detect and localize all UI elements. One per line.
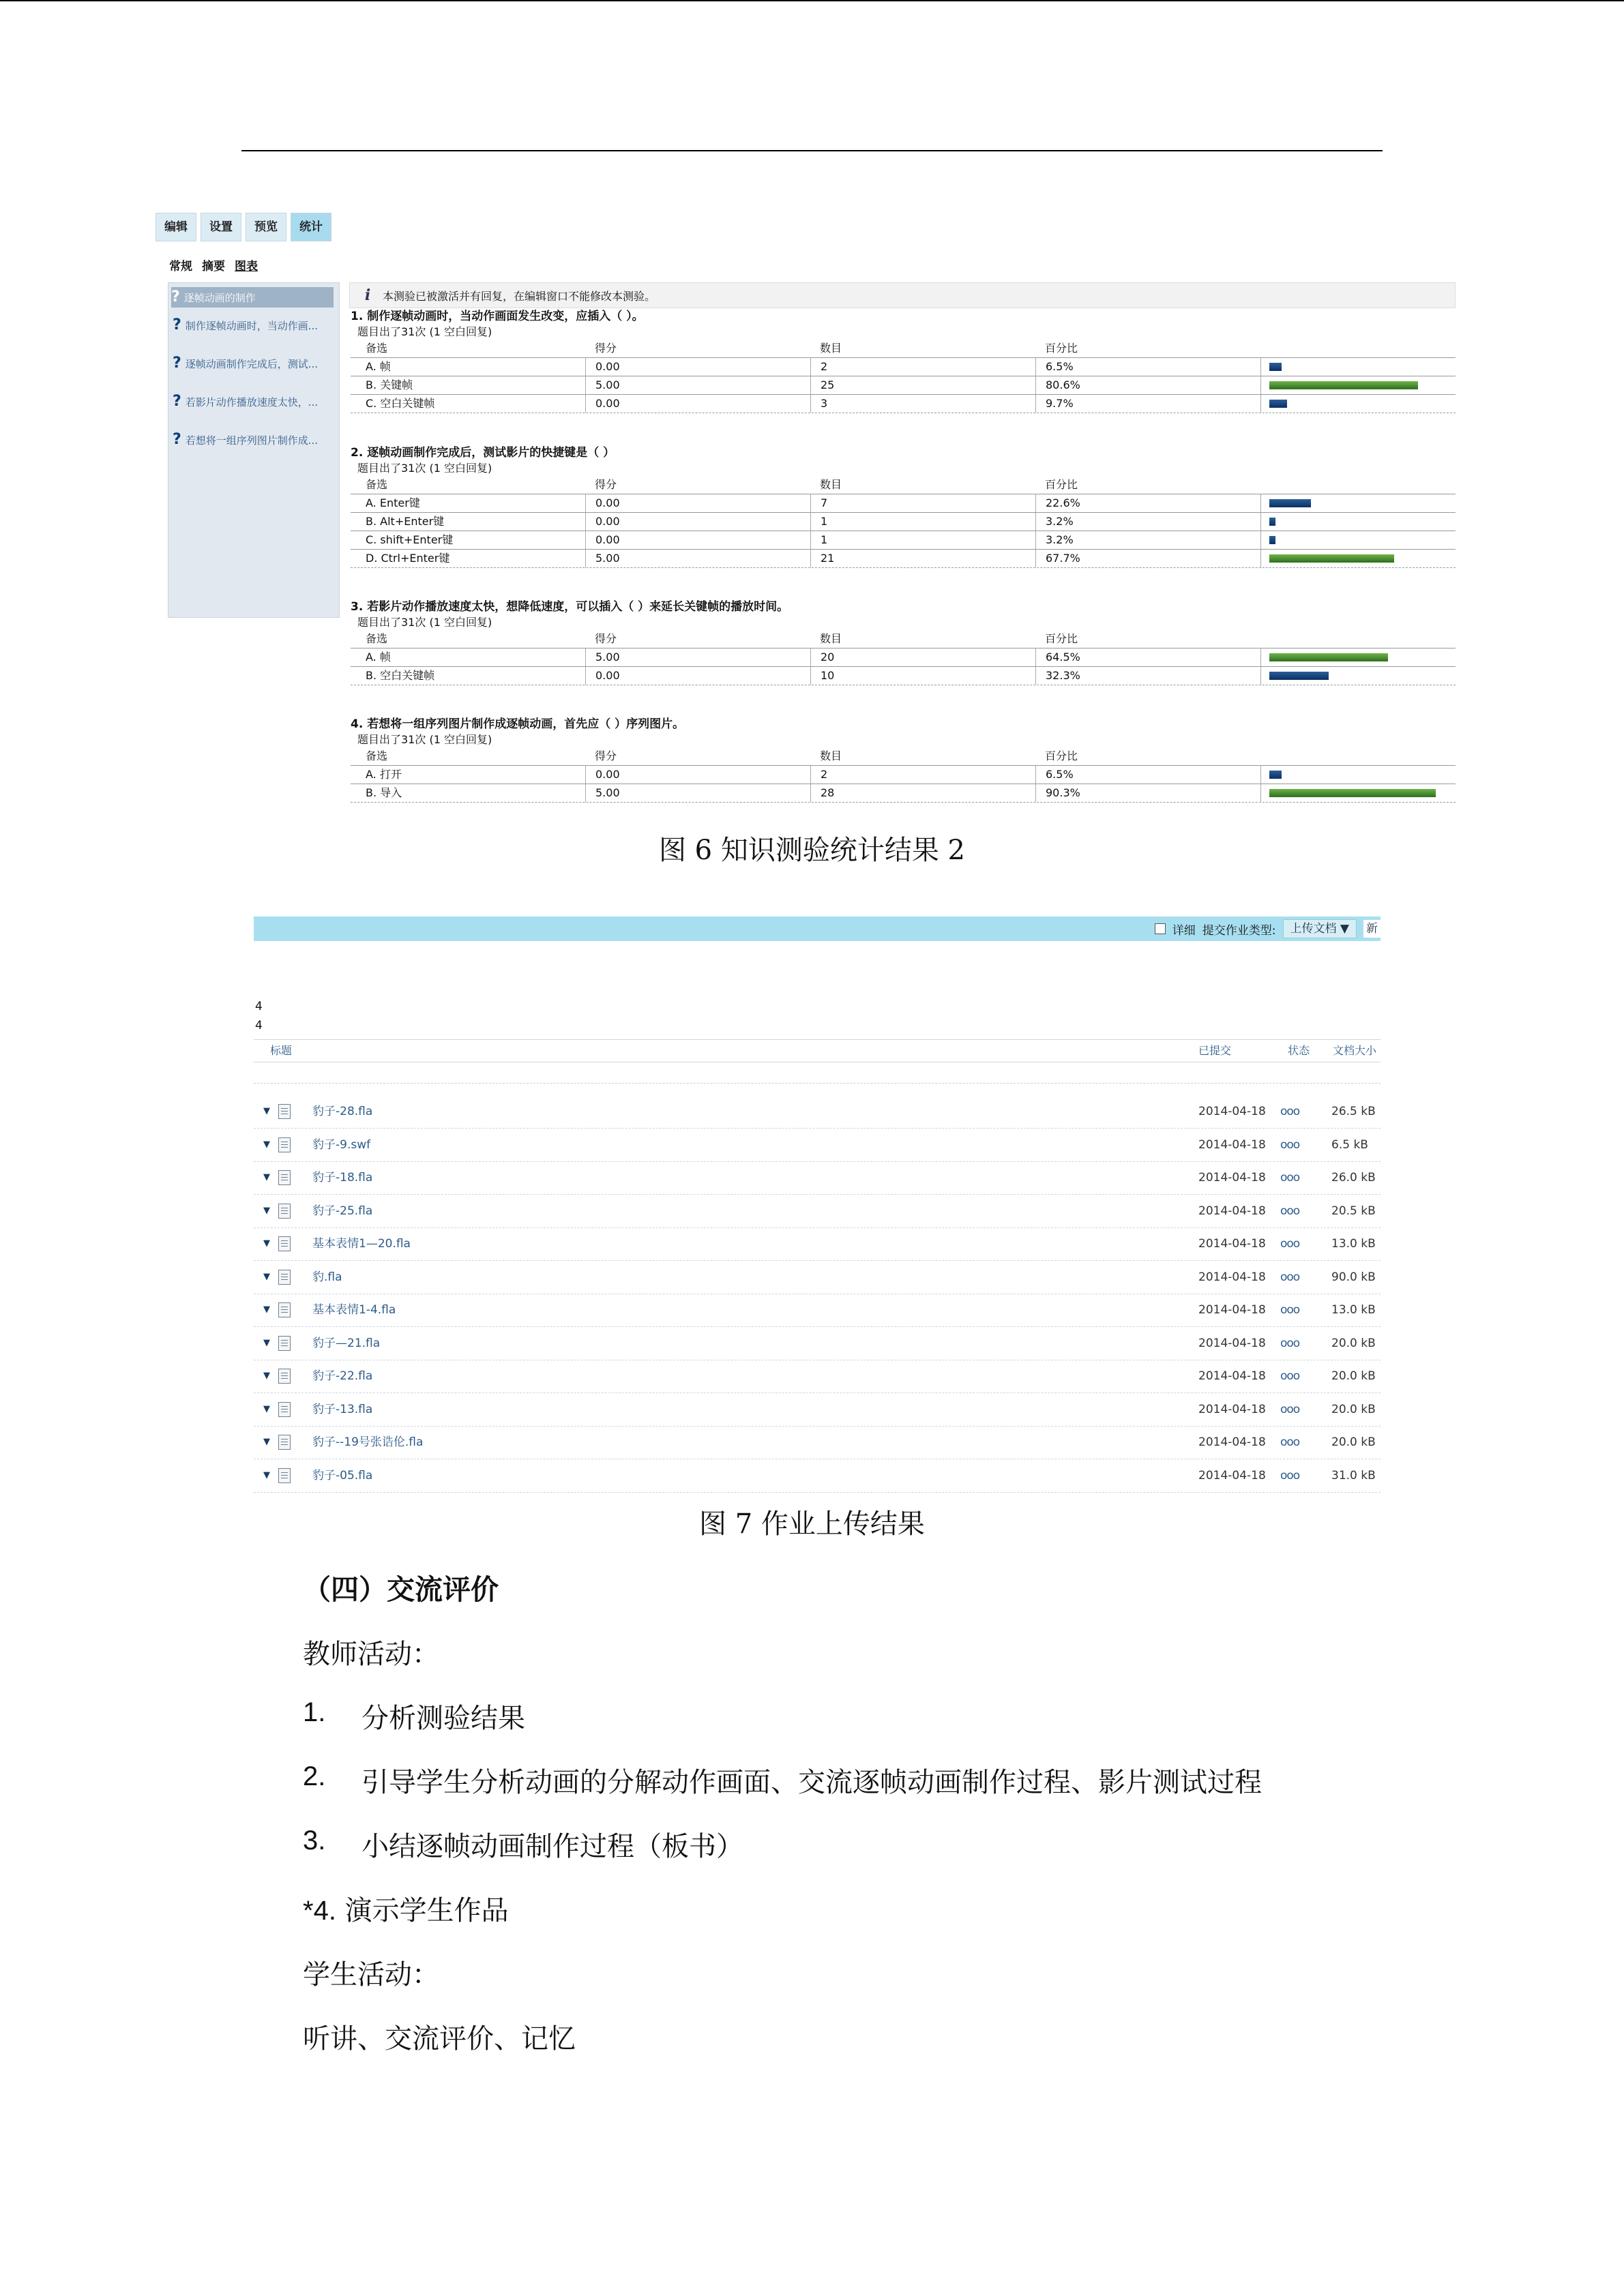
file-size: 90.0 kB bbox=[1331, 1270, 1376, 1284]
result-rows bbox=[351, 494, 1456, 568]
file-row[interactable] bbox=[254, 1327, 1381, 1360]
column-header: 备选 bbox=[366, 749, 388, 762]
option-score: 5.00 bbox=[585, 550, 810, 567]
submit-type-select[interactable]: 上传文档 ▼ bbox=[1283, 919, 1357, 938]
item-number: *4. bbox=[303, 1896, 336, 1926]
option-label: C. shift+Enter键 bbox=[366, 533, 454, 546]
stat-subtabs bbox=[169, 256, 258, 273]
percent-bar-cell bbox=[1260, 766, 1456, 784]
file-row[interactable] bbox=[254, 1393, 1381, 1427]
file-name[interactable]: 基本表情1-4.fla bbox=[312, 1303, 396, 1317]
question-title: 4. 若想将一组序列图片制作成逐帧动画，首先应（ ）序列图片。 bbox=[351, 717, 685, 731]
column-header: 备选 bbox=[366, 342, 388, 355]
result-row bbox=[351, 549, 1456, 568]
col-status[interactable]: 状态 bbox=[1288, 1044, 1310, 1057]
percent-bar bbox=[1269, 554, 1394, 563]
notice-text: 本测验已被激活并有回复，在编辑窗口不能修改本测验。 bbox=[383, 290, 656, 303]
result-header bbox=[351, 340, 1456, 357]
file-icon bbox=[278, 1137, 291, 1152]
option-percent: 67.7% bbox=[1035, 550, 1260, 567]
column-header: 备选 bbox=[366, 478, 388, 491]
expand-icon[interactable]: ▼ bbox=[263, 1371, 270, 1381]
file-size: 20.0 kB bbox=[1331, 1435, 1376, 1449]
detail-checkbox[interactable] bbox=[1155, 923, 1166, 934]
sidebar-item-1[interactable] bbox=[171, 287, 334, 308]
option-score: 5.00 bbox=[585, 376, 810, 394]
question-block bbox=[351, 308, 1456, 413]
option-percent: 22.6% bbox=[1035, 494, 1260, 512]
file-name[interactable]: 豹子-22.fla bbox=[312, 1369, 373, 1383]
file-date: 2014-04-18 bbox=[1198, 1204, 1266, 1218]
file-status: ooo bbox=[1280, 1237, 1300, 1251]
percent-bar-cell bbox=[1260, 376, 1456, 394]
file-name[interactable]: 豹子--19号张诰伦.fla bbox=[312, 1435, 424, 1449]
percent-bar-cell bbox=[1260, 513, 1456, 531]
result-rows bbox=[351, 357, 1456, 413]
question-title: 1. 制作逐帧动画时，当动作画面发生改变，应插入（ ）。 bbox=[351, 310, 644, 323]
file-icon bbox=[278, 1170, 291, 1185]
file-name[interactable]: 豹子-25.fla bbox=[312, 1204, 373, 1218]
file-name[interactable]: 豹子—21.fla bbox=[312, 1337, 381, 1350]
result-row bbox=[351, 357, 1456, 376]
file-date: 2014-04-18 bbox=[1198, 1337, 1266, 1350]
percent-bar bbox=[1269, 771, 1282, 779]
tab-settings[interactable]: 设置 bbox=[201, 213, 241, 241]
file-size: 31.0 kB bbox=[1331, 1469, 1376, 1482]
percent-bar bbox=[1269, 363, 1282, 371]
page-top-border bbox=[0, 0, 1624, 1]
teacher-item-2 bbox=[303, 1761, 1262, 1798]
question-block bbox=[351, 599, 1456, 685]
column-header: 百分比 bbox=[1045, 478, 1078, 491]
subtab-chart[interactable]: 图表 bbox=[235, 260, 258, 273]
file-size: 13.0 kB bbox=[1331, 1237, 1376, 1251]
quiz-tabs bbox=[156, 213, 331, 241]
option-label: A. 打开 bbox=[366, 768, 402, 781]
expand-icon[interactable]: ▼ bbox=[263, 1404, 270, 1414]
result-row bbox=[351, 648, 1456, 666]
file-name[interactable]: 豹子-18.fla bbox=[312, 1171, 373, 1184]
file-row[interactable] bbox=[254, 1227, 1381, 1261]
file-date: 2014-04-18 bbox=[1198, 1105, 1266, 1118]
question-title: 2. 逐帧动画制作完成后，测试影片的快捷键是（ ） bbox=[351, 446, 615, 460]
option-count: 1 bbox=[810, 513, 1035, 531]
file-row[interactable] bbox=[254, 1095, 1381, 1129]
sidebar-item-4[interactable] bbox=[173, 395, 336, 409]
file-row[interactable] bbox=[254, 1129, 1381, 1162]
file-status: ooo bbox=[1280, 1435, 1300, 1449]
option-label: B. Alt+Enter键 bbox=[366, 515, 445, 528]
col-title[interactable]: 标题 bbox=[270, 1044, 293, 1057]
file-row[interactable] bbox=[254, 1426, 1381, 1459]
question-sidebar bbox=[168, 282, 340, 618]
file-row[interactable] bbox=[254, 1459, 1381, 1493]
file-name[interactable]: 豹子-28.fla bbox=[312, 1105, 373, 1118]
question-stats: 题目出了31次 (1 空白回复) bbox=[357, 325, 492, 338]
option-count: 7 bbox=[810, 494, 1035, 512]
result-row bbox=[351, 512, 1456, 531]
column-header: 百分比 bbox=[1045, 342, 1078, 355]
option-score: 0.00 bbox=[585, 531, 810, 549]
file-row[interactable] bbox=[254, 1294, 1381, 1327]
option-label: A. Enter键 bbox=[366, 496, 420, 509]
file-name[interactable]: 豹子-13.fla bbox=[312, 1403, 373, 1416]
item-count: 4 bbox=[255, 1019, 263, 1032]
file-size: 20.0 kB bbox=[1331, 1369, 1376, 1383]
file-status: ooo bbox=[1280, 1337, 1300, 1350]
teacher-item-3 bbox=[303, 1825, 743, 1862]
option-score: 5.00 bbox=[585, 784, 810, 802]
result-row bbox=[351, 376, 1456, 394]
sidebar-item-3[interactable] bbox=[173, 357, 336, 371]
file-status: ooo bbox=[1280, 1204, 1300, 1218]
option-score: 0.00 bbox=[585, 358, 810, 376]
file-status: ooo bbox=[1280, 1138, 1300, 1152]
question-icon: ? bbox=[173, 393, 181, 410]
file-row[interactable] bbox=[254, 1161, 1381, 1195]
percent-bar bbox=[1269, 672, 1329, 680]
column-header: 得分 bbox=[595, 632, 617, 645]
expand-icon[interactable]: ▼ bbox=[263, 1139, 270, 1150]
table-divider bbox=[254, 1083, 1381, 1084]
file-icon bbox=[278, 1236, 291, 1251]
expand-icon[interactable]: ▼ bbox=[263, 1437, 270, 1447]
expand-icon[interactable]: ▼ bbox=[263, 1272, 270, 1282]
item-text: 引导学生分析动画的分解动作画面、交流逐帧动画制作过程、影片测试过程 bbox=[361, 1767, 1262, 1798]
subtab-summary[interactable]: 摘要 bbox=[202, 260, 225, 273]
option-percent: 6.5% bbox=[1035, 766, 1260, 784]
teacher-activity-label: 教师活动： bbox=[303, 1639, 439, 1670]
sidebar-item-label: 若影片动作播放速度太快，... bbox=[185, 396, 319, 408]
item-number: 3. bbox=[303, 1825, 326, 1855]
option-label: B. 导入 bbox=[366, 786, 402, 799]
figure7-caption: 图 7 作业上传结果 bbox=[699, 1508, 925, 1540]
result-row bbox=[351, 394, 1456, 413]
expand-icon[interactable]: ▼ bbox=[263, 1338, 270, 1348]
percent-bar bbox=[1269, 499, 1311, 507]
option-percent: 80.6% bbox=[1035, 376, 1260, 394]
file-status: ooo bbox=[1280, 1469, 1300, 1482]
column-header: 数目 bbox=[820, 342, 842, 355]
percent-bar bbox=[1269, 381, 1418, 389]
info-icon: i bbox=[364, 286, 371, 304]
option-label: B. 空白关键帧 bbox=[366, 669, 435, 682]
notice-bar bbox=[349, 282, 1456, 308]
file-status: ooo bbox=[1280, 1171, 1300, 1184]
option-label: A. 帧 bbox=[366, 360, 391, 373]
tab-preview[interactable]: 预览 bbox=[246, 213, 286, 241]
percent-bar-cell bbox=[1260, 550, 1456, 567]
teacher-item-1 bbox=[303, 1697, 525, 1734]
column-header: 得分 bbox=[595, 749, 617, 762]
item-text: 演示学生作品 bbox=[344, 1895, 509, 1926]
percent-bar-cell bbox=[1260, 358, 1456, 376]
file-icon bbox=[278, 1204, 291, 1219]
tab-edit[interactable]: 编辑 bbox=[156, 213, 196, 241]
file-size: 26.5 kB bbox=[1331, 1105, 1376, 1118]
item-text: 分析测验结果 bbox=[361, 1703, 525, 1734]
file-row[interactable] bbox=[254, 1261, 1381, 1294]
percent-bar-cell bbox=[1260, 395, 1456, 413]
detail-label: 详细 bbox=[1172, 923, 1196, 938]
file-status: ooo bbox=[1280, 1369, 1300, 1383]
file-size: 20.0 kB bbox=[1331, 1403, 1376, 1416]
teacher-item-4 bbox=[303, 1889, 509, 1928]
result-row bbox=[351, 784, 1456, 803]
question-stats: 题目出了31次 (1 空白回复) bbox=[357, 616, 492, 629]
option-count: 1 bbox=[810, 531, 1035, 549]
file-status: ooo bbox=[1280, 1403, 1300, 1416]
percent-bar-cell bbox=[1260, 667, 1456, 685]
result-rows bbox=[351, 648, 1456, 685]
header-rule bbox=[241, 150, 1383, 151]
question-title: 3. 若影片动作播放速度太快，想降低速度，可以插入（ ）来延长关键帧的播放时间。 bbox=[351, 600, 789, 614]
column-header: 百分比 bbox=[1045, 749, 1078, 762]
item-number: 1. bbox=[303, 1697, 326, 1727]
file-date: 2014-04-18 bbox=[1198, 1369, 1266, 1383]
percent-bar bbox=[1269, 518, 1275, 526]
percent-bar bbox=[1269, 536, 1275, 544]
student-activity-text: 听讲、交流评价、记忆 bbox=[303, 2023, 576, 2055]
file-name[interactable]: 豹子-05.fla bbox=[312, 1469, 373, 1482]
option-label: B. 关键帧 bbox=[366, 378, 413, 391]
item-text: 小结逐帧动画制作过程（板书） bbox=[361, 1831, 743, 1862]
file-date: 2014-04-18 bbox=[1198, 1435, 1266, 1449]
figure6-caption: 图 6 知识测验统计结果 2 bbox=[658, 835, 966, 866]
column-header: 得分 bbox=[595, 478, 617, 491]
expand-icon[interactable]: ▼ bbox=[263, 1106, 270, 1116]
option-score: 0.00 bbox=[585, 513, 810, 531]
column-header: 百分比 bbox=[1045, 632, 1078, 645]
file-icon bbox=[278, 1402, 291, 1417]
option-score: 5.00 bbox=[585, 648, 810, 666]
option-score: 0.00 bbox=[585, 494, 810, 512]
file-table-header bbox=[254, 1039, 1381, 1062]
question-stats: 题目出了31次 (1 空白回复) bbox=[357, 462, 492, 475]
column-header: 数目 bbox=[820, 632, 842, 645]
expand-icon[interactable]: ▼ bbox=[263, 1304, 270, 1315]
submit-type-label: 提交作业类型: bbox=[1202, 923, 1276, 938]
option-percent: 3.2% bbox=[1035, 513, 1260, 531]
item-count: 4 bbox=[255, 1000, 263, 1013]
question-icon: ? bbox=[171, 288, 180, 305]
option-score: 0.00 bbox=[585, 667, 810, 685]
file-name[interactable]: 豹.fla bbox=[312, 1270, 342, 1284]
file-row[interactable] bbox=[254, 1360, 1381, 1393]
result-rows bbox=[351, 765, 1456, 803]
percent-bar-cell bbox=[1260, 648, 1456, 666]
question-stats: 题目出了31次 (1 空白回复) bbox=[357, 733, 492, 746]
file-icon bbox=[278, 1468, 291, 1483]
sidebar-item-label: 若想将一组序列图片制作成... bbox=[185, 434, 319, 447]
file-icon bbox=[278, 1104, 291, 1119]
question-icon: ? bbox=[173, 316, 181, 333]
file-status: ooo bbox=[1280, 1270, 1300, 1284]
option-count: 25 bbox=[810, 376, 1035, 394]
file-date: 2014-04-18 bbox=[1198, 1403, 1266, 1416]
option-score: 0.00 bbox=[585, 766, 810, 784]
expand-icon[interactable]: ▼ bbox=[263, 1206, 270, 1216]
sidebar-item-2[interactable] bbox=[173, 318, 336, 333]
option-count: 3 bbox=[810, 395, 1035, 413]
file-status: ooo bbox=[1280, 1105, 1300, 1118]
option-percent: 32.3% bbox=[1035, 667, 1260, 685]
option-percent: 9.7% bbox=[1035, 395, 1260, 413]
question-icon: ? bbox=[173, 355, 181, 372]
option-percent: 3.2% bbox=[1035, 531, 1260, 549]
student-activity-label: 学生活动： bbox=[303, 1959, 439, 1991]
sidebar-item-label: 逐帧动画制作完成后，测试... bbox=[185, 358, 319, 370]
result-row bbox=[351, 666, 1456, 685]
file-icon bbox=[278, 1369, 291, 1384]
file-name[interactable]: 豹子-9.swf bbox=[312, 1138, 371, 1152]
result-row bbox=[351, 765, 1456, 784]
file-date: 2014-04-18 bbox=[1198, 1237, 1266, 1251]
option-count: 2 bbox=[810, 358, 1035, 376]
question-block bbox=[351, 716, 1456, 803]
tab-statistics[interactable]: 统计 bbox=[291, 213, 331, 241]
option-count: 2 bbox=[810, 766, 1035, 784]
option-label: C. 空白关键帧 bbox=[366, 397, 435, 410]
percent-bar-cell bbox=[1260, 494, 1456, 512]
assignment-toolbar bbox=[254, 916, 1381, 941]
file-size: 20.5 kB bbox=[1331, 1204, 1376, 1218]
option-count: 10 bbox=[810, 667, 1035, 685]
file-date: 2014-04-18 bbox=[1198, 1171, 1266, 1184]
percent-bar-cell bbox=[1260, 784, 1456, 802]
sidebar-item-label: 逐帧动画的制作 bbox=[183, 292, 256, 304]
option-percent: 64.5% bbox=[1035, 648, 1260, 666]
percent-bar bbox=[1269, 653, 1388, 661]
file-row[interactable] bbox=[254, 1195, 1381, 1228]
option-label: D. Ctrl+Enter键 bbox=[366, 552, 450, 565]
file-icon bbox=[278, 1270, 291, 1285]
new-button[interactable]: 新 bbox=[1363, 920, 1381, 938]
col-size[interactable]: 文档大小 bbox=[1333, 1044, 1377, 1057]
option-count: 20 bbox=[810, 648, 1035, 666]
column-header: 得分 bbox=[595, 342, 617, 355]
file-icon bbox=[278, 1435, 291, 1450]
question-icon: ? bbox=[173, 431, 181, 448]
file-size: 20.0 kB bbox=[1331, 1337, 1376, 1350]
percent-bar bbox=[1269, 789, 1436, 797]
file-icon bbox=[278, 1302, 291, 1317]
sidebar-item-5[interactable] bbox=[173, 433, 336, 447]
file-name[interactable]: 基本表情1—20.fla bbox=[312, 1237, 411, 1251]
option-percent: 6.5% bbox=[1035, 358, 1260, 376]
file-date: 2014-04-18 bbox=[1198, 1138, 1266, 1152]
result-header bbox=[351, 476, 1456, 494]
sidebar-item-label: 制作逐帧动画时，当动作画... bbox=[185, 320, 319, 332]
expand-icon[interactable]: ▼ bbox=[263, 1238, 270, 1249]
option-count: 28 bbox=[810, 784, 1035, 802]
result-row bbox=[351, 531, 1456, 549]
result-header bbox=[351, 630, 1456, 648]
file-date: 2014-04-18 bbox=[1198, 1469, 1266, 1482]
expand-icon[interactable]: ▼ bbox=[263, 1470, 270, 1480]
expand-icon[interactable]: ▼ bbox=[263, 1172, 270, 1182]
option-percent: 90.3% bbox=[1035, 784, 1260, 802]
result-row bbox=[351, 494, 1456, 512]
file-date: 2014-04-18 bbox=[1198, 1270, 1266, 1284]
file-status: ooo bbox=[1280, 1303, 1300, 1317]
column-header: 备选 bbox=[366, 632, 388, 645]
percent-bar bbox=[1269, 400, 1287, 408]
subtab-general[interactable]: 常规 bbox=[169, 260, 192, 273]
option-score: 0.00 bbox=[585, 395, 810, 413]
file-size: 26.0 kB bbox=[1331, 1171, 1376, 1184]
option-count: 21 bbox=[810, 550, 1035, 567]
file-date: 2014-04-18 bbox=[1198, 1303, 1266, 1317]
percent-bar-cell bbox=[1260, 531, 1456, 549]
section-heading: （四）交流评价 bbox=[303, 1573, 499, 1606]
file-size: 6.5 kB bbox=[1331, 1138, 1368, 1152]
file-size: 13.0 kB bbox=[1331, 1303, 1376, 1317]
question-block bbox=[351, 445, 1456, 568]
col-submitted[interactable]: 已提交 bbox=[1198, 1044, 1232, 1057]
column-header: 数目 bbox=[820, 478, 842, 491]
result-header bbox=[351, 747, 1456, 765]
option-label: A. 帧 bbox=[366, 651, 391, 664]
column-header: 数目 bbox=[820, 749, 842, 762]
item-number: 2. bbox=[303, 1761, 326, 1791]
file-icon bbox=[278, 1336, 291, 1351]
